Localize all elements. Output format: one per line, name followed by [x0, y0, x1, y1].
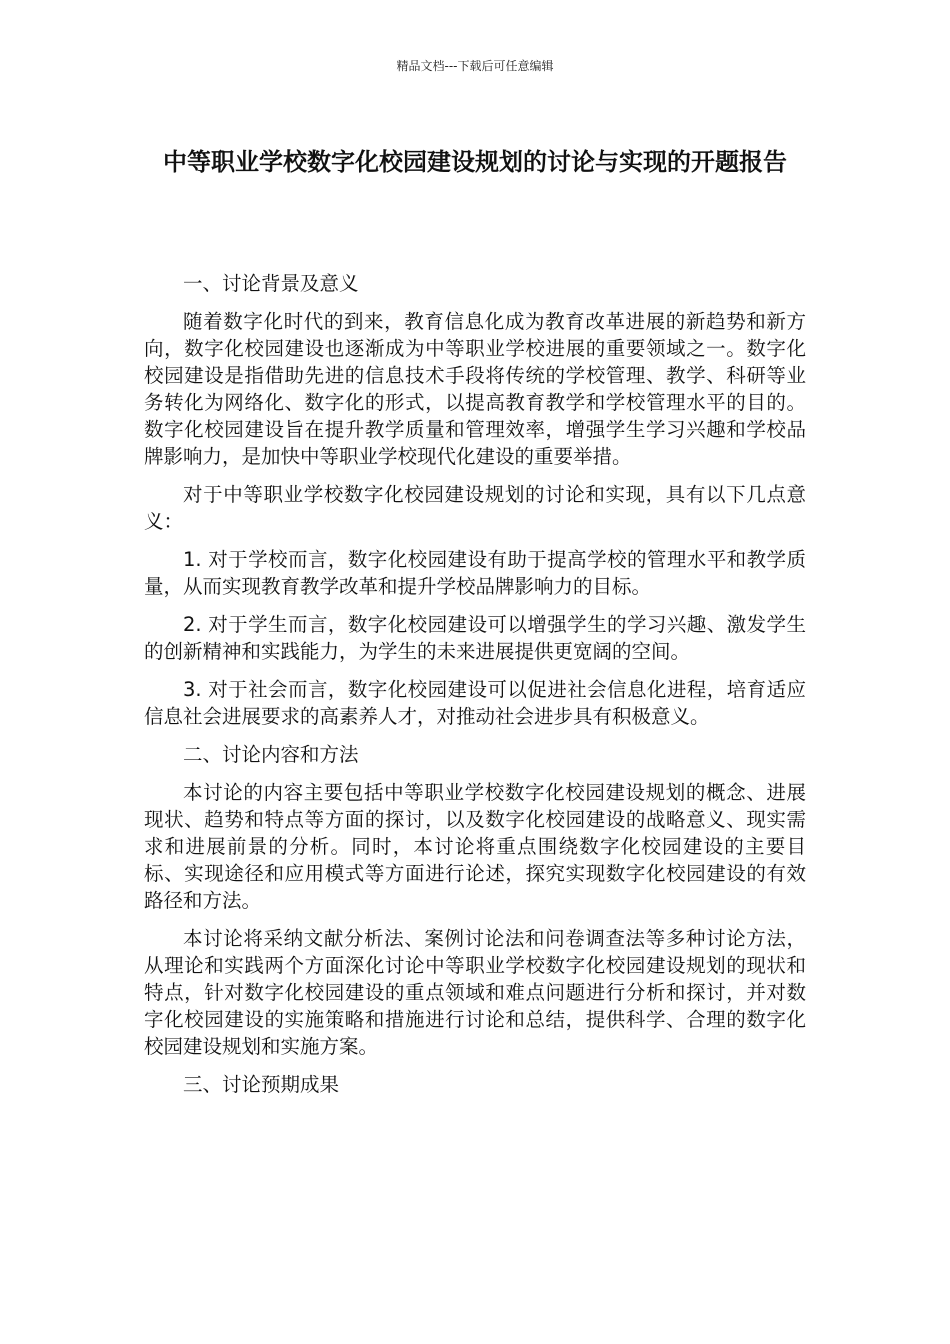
section-heading-expected-results: 三、讨论预期成果: [183, 1073, 340, 1096]
paragraph-content: 本讨论的内容主要包括中等职业学校数字化校园建设规划的概念、进展现状、趋势和特点等方面的探讨，以及数字化校园建设的战略意义、现实需求和进展前景的分析。同时，本讨论将重点围绕数字化校园建设的主要目标、实现途径和应用模式等方面进行论述，探究实现数字化校园建设的有效路径和方法。: [144, 781, 806, 912]
paragraph-methods: 本讨论将采纳文献分析法、案例讨论法和问卷调查法等多种讨论方法，从理论和实践两个方面深化讨论中等职业学校数字化校园建设规划的现状和特点，针对数字化校园建设的重点领域和难点问题进行分析和探讨，并对数字化校园建设的实施策略和措施进行讨论和总结，提供科学、合理的数字化校园建设规划和实施方案。: [144, 927, 806, 1058]
paragraph-background: 随着数字化时代的到来，教育信息化成为教育改革进展的新趋势和新方向，数字化校园建设也逐渐成为中等职业学校进展的重要领域之一。数字化校园建设是指借助先进的信息技术手段将传统的学校管理、教学、科研等业务转化为网络化、数字化的形式，以提高教育教学和学校管理水平的目的。数字化校园建设旨在提升教学质量和管理效率，增强学生学习兴趣和学校品牌影响力，是加快中等职业学校现代化建设的重要举措。: [144, 310, 806, 468]
document-title: 中等职业学校数字化校园建设规划的讨论与实现的开题报告: [163, 148, 787, 176]
paragraph-significance-intro: 对于中等职业学校数字化校园建设规划的讨论和实现，具有以下几点意义：: [144, 483, 806, 533]
list-item-society: 3. 对于社会而言，数字化校园建设可以促进社会信息化进程，培育适应信息社会进展要求的高素养人才，对推动社会进步具有积极意义。: [144, 678, 806, 728]
list-item-student: 2. 对于学生而言，数字化校园建设可以增强学生的学习兴趣、激发学生的创新精神和实践能力，为学生的未来进展提供更宽阔的空间。: [144, 613, 806, 663]
section-heading-content-methods: 二、讨论内容和方法: [183, 743, 359, 766]
document-body: [144, 270, 806, 1109]
list-item-school: 1. 对于学校而言，数字化校园建设有助于提高学校的管理水平和教学质量，从而实现教育教学改革和提升学校品牌影响力的目标。: [144, 548, 806, 598]
header-watermark: 精品文档---下载后可任意编辑: [396, 59, 554, 73]
section-heading-background: 一、讨论背景及意义: [183, 272, 359, 295]
